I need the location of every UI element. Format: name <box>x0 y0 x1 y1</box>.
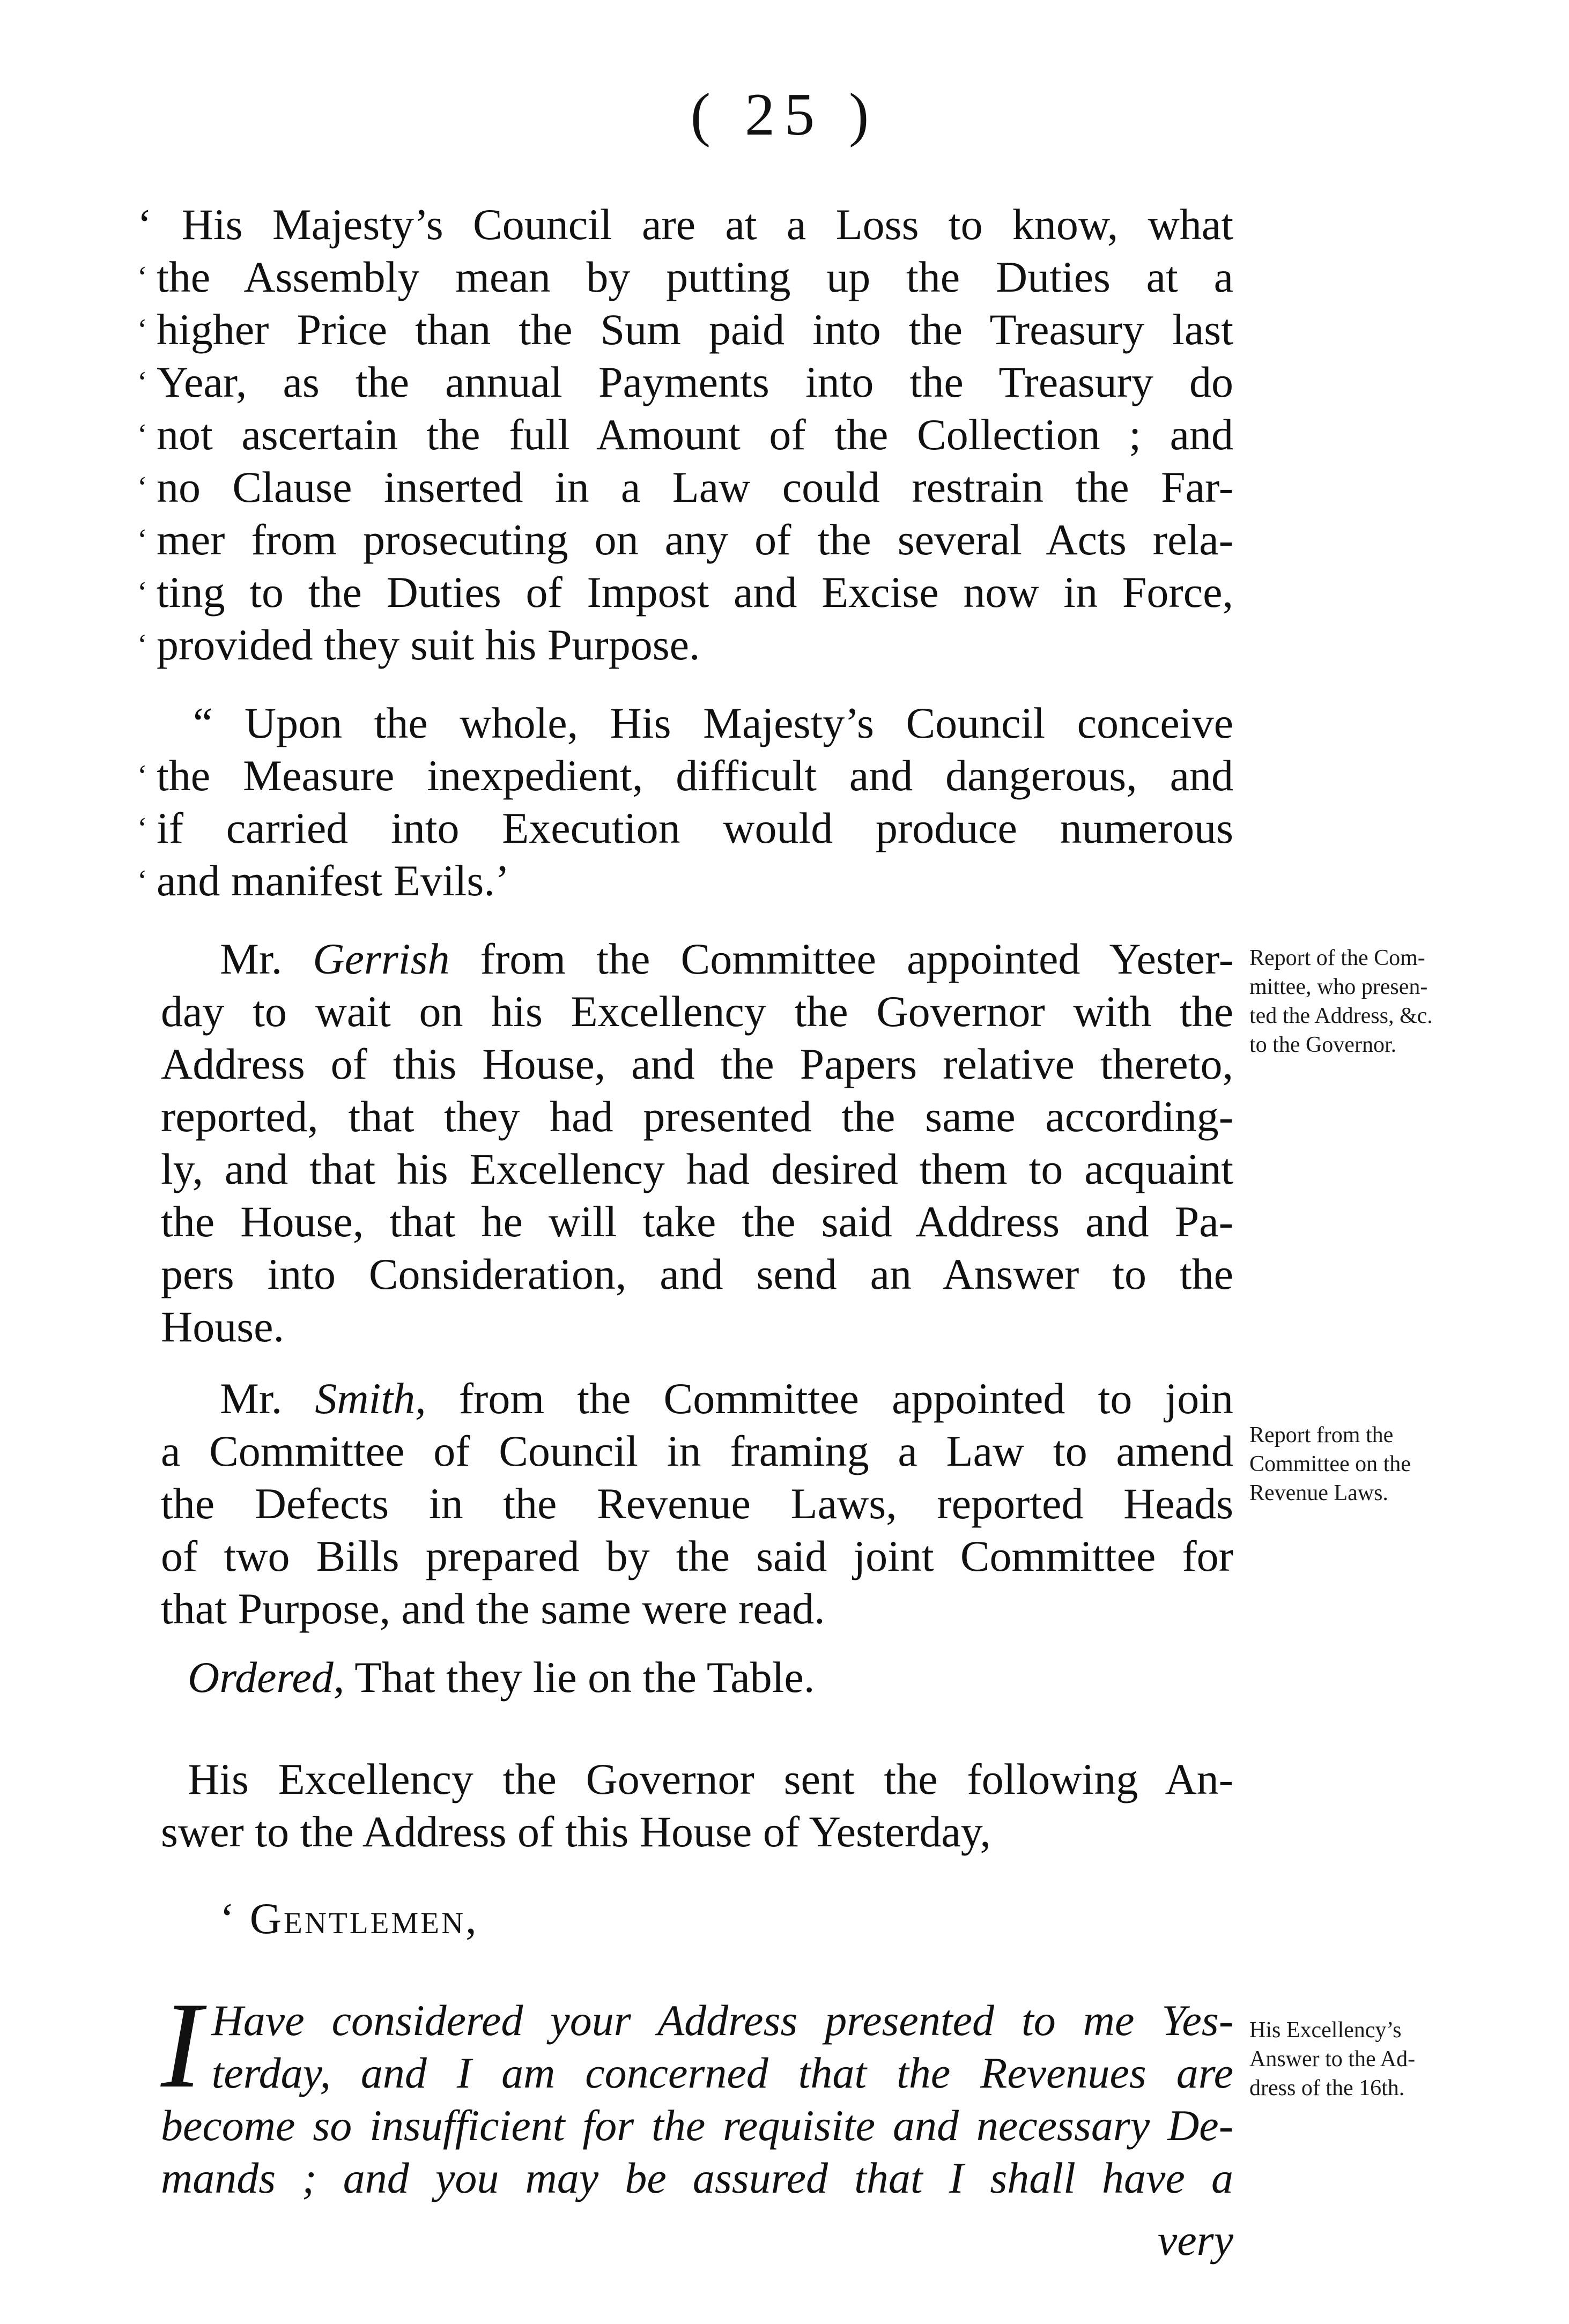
margin-note-line: dress of the 16th. <box>1249 2076 1405 2100</box>
text-line-row <box>137 855 1233 907</box>
text-line: the House, that he will take the said Address and Pa- <box>161 1197 1233 1246</box>
text-line: That they lie on the Table. <box>354 1653 815 1702</box>
ordered-paragraph <box>161 1651 1233 1704</box>
quote-mark: ‘ <box>137 759 147 792</box>
margin-note-governor <box>1249 2016 1464 2103</box>
text-line-row <box>137 251 1233 303</box>
text-line: and manifest Evils.’ <box>157 856 510 905</box>
text-line: no Clause inserted in a Law could restrain the Far- <box>157 463 1233 511</box>
text-line-row <box>137 619 1233 671</box>
text-line: that Purpose, and the same were read. <box>161 1584 825 1633</box>
text-line: ly, and that his Excellency had desired them to acquaint <box>161 1145 1233 1193</box>
quote-mark: ‘ <box>137 812 147 845</box>
council-conclusion <box>137 697 1233 907</box>
quote-mark: ‘ <box>137 366 147 399</box>
quote-mark: ‘ <box>137 261 147 294</box>
text-line: if carried into Execution would produce numerous <box>157 804 1233 852</box>
text-line: the Defects in the Revenue Laws, reported Heads <box>161 1479 1233 1528</box>
catchword-row <box>161 2214 1233 2267</box>
margin-note-smith <box>1249 1421 1464 1508</box>
text-line: the Measure inexpedient, difficult and dangerous, and <box>157 751 1233 800</box>
text-line: day to wait on his Excellency the Governor with the <box>161 987 1233 1036</box>
text-line: of two Bills prepared by the said joint Committee for <box>161 1532 1233 1580</box>
page-number: ( 25 ) <box>690 81 879 148</box>
mr-prefix: Mr. <box>220 934 283 983</box>
text-line: a Committee of Council in framing a Law to amend <box>161 1427 1233 1475</box>
text-line: become so insufficient for the requisite and necessary De- <box>161 2101 1233 2150</box>
council-paragraph <box>137 198 1233 671</box>
text-line: “ Upon the whole, His Majesty’s Council conceive <box>193 699 1233 747</box>
margin-note-line: Report from the <box>1249 1423 1394 1447</box>
text-line: from the Committee appointed Yester- <box>480 934 1234 983</box>
text-line-row <box>137 566 1233 619</box>
text-line-row <box>161 1651 1233 1704</box>
text-line-row <box>137 461 1233 514</box>
text-line: mands ; and you may be assured that I shall have a <box>161 2154 1233 2202</box>
margin-note-line: Committee on the <box>1249 1452 1411 1476</box>
quote-mark: ‘ <box>137 576 147 609</box>
quote-mark: ‘ <box>137 628 147 662</box>
drop-cap: I <box>161 1977 202 2113</box>
text-line: Year, as the annual Payments into the Treasury do <box>157 358 1233 406</box>
text-line-row <box>137 409 1233 461</box>
quote-mark: ‘ <box>137 523 147 556</box>
text-line: Have considered your Address presented to me Yes- <box>211 1996 1233 2045</box>
salutation <box>161 1892 1233 1945</box>
text-line: ‘ His Majesty’s Council are at a Loss to know, what <box>137 200 1233 249</box>
margin-note-line: ted the Address, &c. <box>1249 1004 1433 1028</box>
quote-mark: ‘ <box>137 864 147 897</box>
member-name: Gerrish <box>313 934 450 983</box>
text-line-row <box>137 802 1233 855</box>
quote-mark: ‘ <box>137 313 147 346</box>
text-line-row <box>137 303 1233 356</box>
mr-prefix: Mr. <box>220 1374 283 1423</box>
margin-note-gerrish <box>1249 944 1464 1059</box>
governor-letter <box>161 1977 1233 2204</box>
margin-note-line: to the Governor. <box>1249 1033 1397 1057</box>
margin-note-line: His Excellency’s <box>1249 2018 1402 2043</box>
gerrish-report-paragraph <box>161 933 1233 1353</box>
ordered-label: Ordered, <box>188 1653 345 1702</box>
text-line: not ascertain the full Amount of the Collection ; and <box>157 410 1233 459</box>
text-line: terday, and I am concerned that the Revenues are <box>211 2048 1233 2097</box>
text-line-row <box>137 356 1233 409</box>
text-line: pers into Consideration, and send an Answer to the <box>161 1250 1233 1298</box>
text-line-row <box>137 749 1233 802</box>
smith-report-paragraph <box>161 1372 1233 1635</box>
text-line: House. <box>161 1302 285 1351</box>
text-line: swer to the Address of this House of Yesterday, <box>161 1807 991 1856</box>
text-line: from the Committee appointed to join <box>458 1374 1234 1423</box>
text-line: mer from prosecuting on any of the several Acts rela- <box>157 515 1233 564</box>
quote-mark: ‘ <box>137 418 147 451</box>
text-line: His Excellency the Governor sent the following An- <box>188 1755 1233 1803</box>
margin-note-line: Revenue Laws. <box>1249 1481 1388 1505</box>
margin-note-line: mittee, who presen- <box>1249 975 1428 999</box>
margin-note-line: Answer to the Ad- <box>1249 2047 1416 2071</box>
text-line-row <box>161 1372 1233 1425</box>
text-line: higher Price than the Sum paid into the Treasury last <box>157 305 1233 354</box>
text-line-row <box>161 2214 1233 2267</box>
text-line: reported, that they had presented the same according- <box>161 1092 1233 1141</box>
member-name: Smith, <box>315 1374 426 1423</box>
margin-note-line: Report of the Com- <box>1249 946 1425 970</box>
text-line-row <box>161 933 1233 985</box>
text-line: provided they suit his Purpose. <box>157 620 700 669</box>
catchword: very <box>1157 2216 1233 2264</box>
text-line: Address of this House, and the Papers relative thereto, <box>161 1040 1233 1088</box>
governor-answer-intro <box>161 1753 1233 1858</box>
quote-mark: ‘ <box>137 471 147 504</box>
text-line-row <box>137 514 1233 566</box>
text-line: the Assembly mean by putting up the Duties at a <box>157 253 1233 301</box>
salutation-text: ‘ Gentlemen, <box>220 1894 479 1943</box>
text-line: ting to the Duties of Impost and Excise now in Force, <box>157 568 1233 617</box>
